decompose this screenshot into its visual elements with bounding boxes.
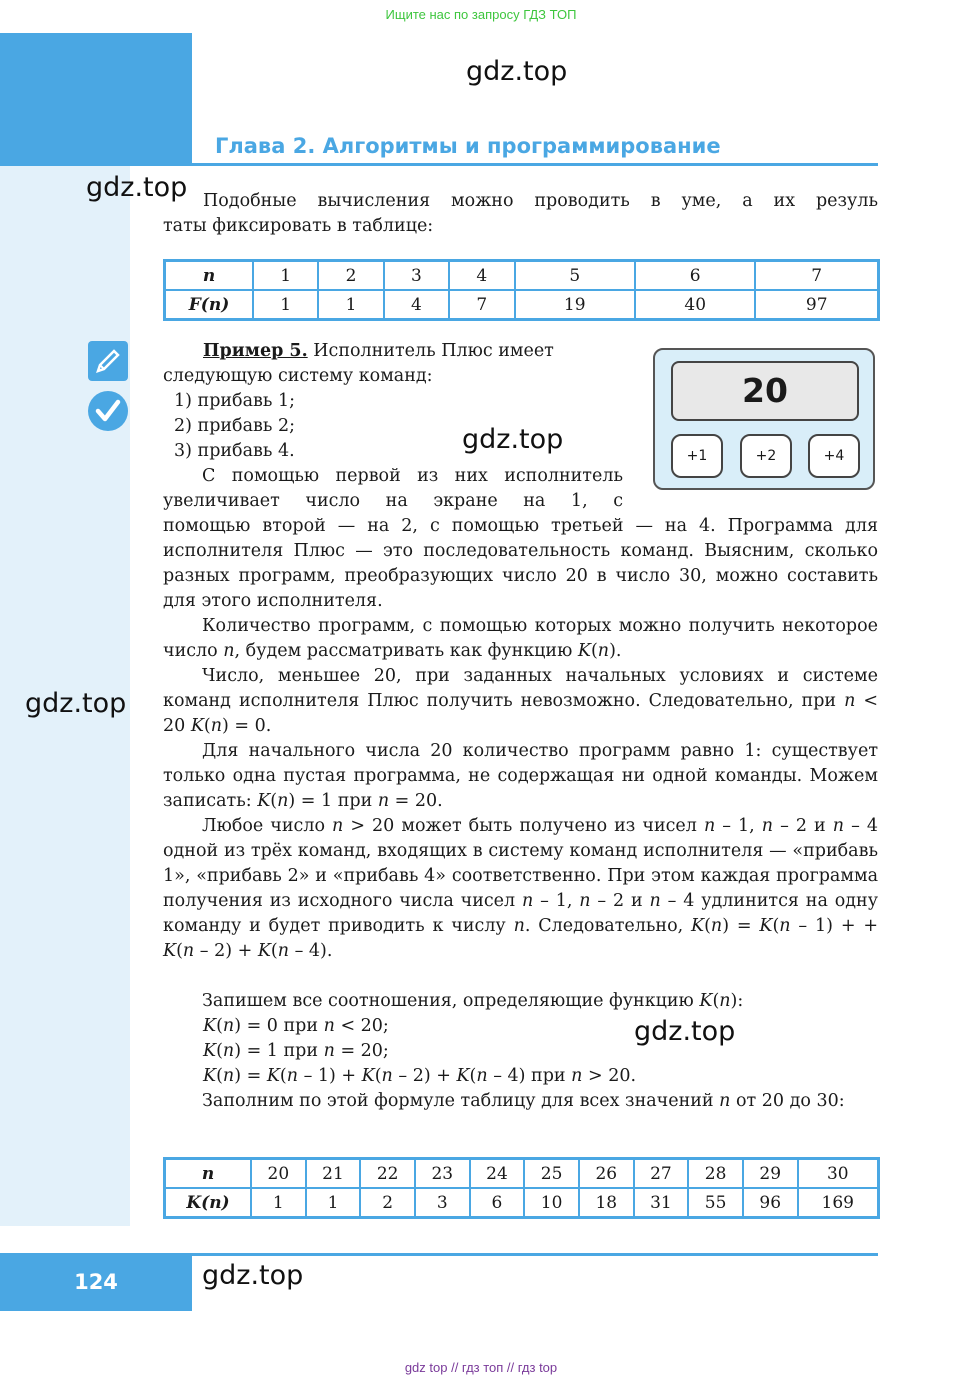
table-cell-n: 5 (515, 261, 635, 291)
table-cell-n: 27 (634, 1159, 689, 1189)
table-cell-k: 31 (634, 1188, 689, 1218)
paragraph-3: Число, меньшее 20, при заданных начальных условиях и системе команд исполнителя Плюс получить невозможно. Следовательно, при n < 20 K(n) = 0. (163, 666, 878, 736)
table-cell-n: 30 (798, 1159, 879, 1189)
table-cell-f: 7 (449, 290, 514, 320)
table-cell-k: 2 (360, 1188, 415, 1218)
relation-1: K(n) = 0 при n < 20; (203, 1016, 389, 1036)
table-cell-n: 25 (524, 1159, 579, 1189)
paragraph-1-part-a: С помощью первой из них исполнитель увеличивает число на экране на 1, с (163, 466, 623, 511)
paragraph-6: Запишем все соотношения, определяющие функцию K(n): (202, 991, 744, 1011)
plus-executor-device (653, 348, 875, 490)
watermark: gdz.top (86, 172, 188, 203)
table-cell-n: 21 (306, 1159, 361, 1189)
table-cell-n: 7 (755, 261, 878, 291)
table-cell-k: 1 (251, 1188, 306, 1218)
table-cell-k: 96 (743, 1188, 798, 1218)
header-color-block (0, 33, 192, 166)
chapter-title: Глава 2. Алгоритмы и программирование (215, 134, 721, 158)
plus-1-button: +1 (671, 434, 723, 478)
table-cell-k: 1 (306, 1188, 361, 1218)
device-screen: 20 (671, 361, 859, 421)
paragraph-5: Любое число n > 20 может быть получено из чисел n – 1, n – 2 и n – 4 одной из трёх команд, входящих в систему команд исполнителя — «прибавь 1», «прибавь 2» и «прибавь 4» соответственно. При этом каждая программа получения из исходного числа чисел n – 1, n – 2 и n – 4 удлинится на одну команду и будет приводить к числу n. Следовательно, K(n) = K(n – 1) + + K(n – 2) + K(n – 4). (163, 816, 878, 961)
top-note: Ищите нас по запросу ГДЗ ТОП (385, 7, 577, 22)
example-text-a: Исполнитель Плюс имеет (313, 341, 554, 361)
watermark: gdz.top (466, 56, 568, 87)
table-cell-n: 20 (251, 1159, 306, 1189)
table-row (165, 1159, 879, 1189)
paragraph-1-part-b: помощью второй — на 2, с помощью третьей — на 4. Программа для исполнителя Плюс — это последовательность команд. Выясним, сколько разных программ, преобразующих число 20 в число 30, можно составить для этого исполнителя. (163, 516, 878, 611)
plus-2-button: +2 (740, 434, 792, 478)
paragraph-4: Для начального числа 20 количество программ равно 1: существует только одна пустая программа, не содержащая ни одной команды. Можем записать: K(n) = 1 при n = 20. (163, 741, 878, 811)
table-cell-n: 23 (415, 1159, 470, 1189)
table-cell-f: 40 (635, 290, 755, 320)
table-cell-k: 55 (688, 1188, 743, 1218)
bottom-note: gdz top // гдз топ // гдз top (404, 1360, 558, 1375)
table-f (163, 259, 880, 321)
paragraph-2: Количество программ, с помощью которых можно получить некоторое число n, будем рассматривать как функцию K(n). (163, 616, 878, 661)
relation-2: K(n) = 1 при n = 20; (203, 1041, 389, 1061)
table-cell-k: 18 (579, 1188, 634, 1218)
table-cell-n: 6 (635, 261, 755, 291)
fill-text: Заполним по этой формуле таблицу для всех значений n от 20 до 30: (202, 1091, 845, 1111)
table-k (163, 1157, 880, 1219)
intro-line: Подобные вычисления можно проводить в уме, а их резуль (203, 191, 878, 211)
table-cell-k: 3 (415, 1188, 470, 1218)
table-row (165, 1188, 879, 1218)
example-text-b: следующую систему команд: (163, 366, 433, 386)
table-cell-f: 1 (253, 290, 318, 320)
table-cell-n: 28 (688, 1159, 743, 1189)
table-cell-f: 1 (318, 290, 383, 320)
example-heading (203, 339, 623, 364)
table-cell-n: 4 (449, 261, 514, 291)
command-3: 3) прибавь 4. (174, 441, 295, 461)
pencil-icon (88, 341, 128, 381)
command-1: 1) прибавь 1; (174, 391, 295, 411)
table-cell-n: 24 (470, 1159, 525, 1189)
page-number: 124 (0, 1253, 192, 1311)
table-header-cell: K(n) (165, 1188, 252, 1218)
watermark: gdz.top (202, 1260, 304, 1291)
watermark: gdz.top (634, 1016, 736, 1047)
table-row (165, 261, 879, 291)
header-rule (192, 163, 878, 166)
table-cell-f: 19 (515, 290, 635, 320)
table-header-cell: F(n) (165, 290, 254, 320)
table-header-cell: n (165, 1159, 252, 1189)
table-cell-n: 3 (384, 261, 449, 291)
watermark: gdz.top (462, 424, 564, 455)
plus-4-button: +4 (808, 434, 860, 478)
footer-rule (192, 1253, 878, 1256)
table-cell-n: 22 (360, 1159, 415, 1189)
table-cell-k: 169 (798, 1188, 879, 1218)
table-cell-n: 26 (579, 1159, 634, 1189)
table-cell-k: 6 (470, 1188, 525, 1218)
table-cell-n: 1 (253, 261, 318, 291)
table-header-cell: n (165, 261, 254, 291)
watermark: gdz.top (25, 688, 127, 719)
table-cell-f: 97 (755, 290, 878, 320)
checkmark-icon (88, 391, 128, 431)
table-cell-n: 2 (318, 261, 383, 291)
relation-3: K(n) = K(n – 1) + K(n – 2) + K(n – 4) при n > 20. (203, 1066, 637, 1086)
intro-line-end: таты фиксировать в таблице: (163, 216, 434, 236)
table-cell-n: 29 (743, 1159, 798, 1189)
example-label: Пример 5. (203, 341, 308, 361)
command-2: 2) прибавь 2; (174, 416, 295, 436)
table-cell-f: 4 (384, 290, 449, 320)
table-row (165, 290, 879, 320)
table-cell-k: 10 (524, 1188, 579, 1218)
